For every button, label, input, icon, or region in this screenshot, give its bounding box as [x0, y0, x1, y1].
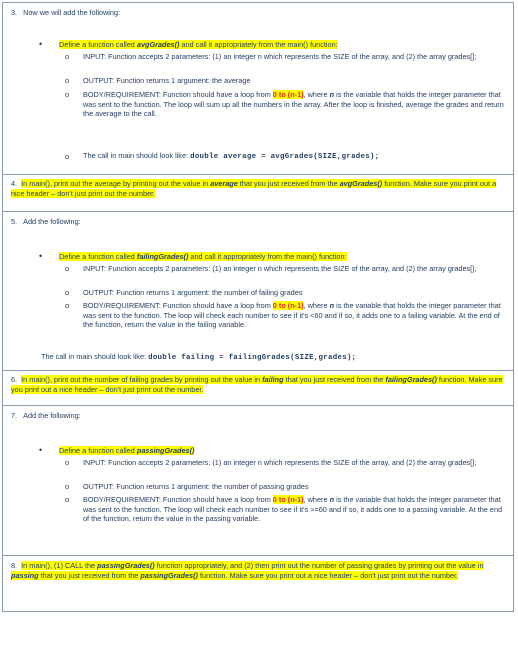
step-5-input: INPUT: Function accepts 2 parameters: (1) an integer n which represents the SIZE of the array, and (2) the array grades[]; — [83, 264, 477, 273]
step-3-body: BODY/REQUIREMENT: Function should have a loop from 0 to (n-1), where n is the variable that holds the integer parameter that was sent to the function. The loop will sum up all the numbers in the array. After the loop is finished, average the grades and return the average to the call. — [83, 90, 504, 119]
step-3-intro: 3. Now we will add the following: — [11, 8, 121, 17]
step-8-text: 8. In main(), (1) CALL the passingGrades() function appropriately, and (2) then print out the number of passing grades by printing out the value in passing that you just received from the passingGrades() function. Make sure you print out a nice header – don't just print out the number. — [11, 561, 484, 580]
step-5-define: Define a function called failingGrades() and call it appropriately from the main() function: — [59, 252, 347, 261]
sub-bullet-icon: o — [65, 52, 70, 61]
step-7-output: OUTPUT: Function returns 1 argument: the number of passing grades — [83, 482, 309, 491]
step-3-box — [2, 2, 514, 175]
sub-bullet-icon: o — [65, 76, 70, 85]
step-3-input: INPUT: Function accepts 2 parameters: (1) an integer n which represents the SIZE of the array, and (2) the array grades[]; — [83, 52, 477, 61]
code-snippet: double failing = failingGrades(SIZE,grades); — [148, 354, 357, 362]
step-7-body: BODY/REQUIREMENT: Function should have a loop from 0 to (n-1), where n is the variable that holds the integer parameter that was sent to the function. The loop will check each number to see if it's >=60 and if so, it adds one to a passing variable. At the end of the function, return the value in the passing variable. — [83, 495, 503, 524]
sub-bullet-icon: o — [65, 458, 70, 467]
sub-bullet-icon: o — [65, 90, 70, 99]
step-8-box — [2, 556, 514, 612]
sub-bullet-icon: o — [65, 301, 70, 310]
code-snippet: double average = avgGrades(SIZE,grades); — [190, 153, 380, 161]
step-6-box — [2, 371, 514, 406]
step-5-body: BODY/REQUIREMENT: Function should have a loop from 0 to (n-1), where n is the variable that holds the integer parameter that was sent to the function. The loop will check each number to see if it's <60 and if so, it adds one to a failing variable. At the end of the function, return the value in the failing variable. — [83, 301, 501, 330]
step-5-box — [2, 212, 514, 371]
step-4-text: 4. In main(), print out the average by printing out the value in average that you just received from the avgGrades() function. Make sure you print out a nice header – don't just print out the number. — [11, 179, 497, 198]
bullet-icon: • — [39, 39, 43, 49]
step-3-define: Define a function called avgGrades() and call it appropriately from the main() function: — [59, 40, 338, 49]
step-7-box — [2, 406, 514, 556]
step-4-box — [2, 175, 514, 212]
step-5-call: The call in main should look like: double failing = failingGrades(SIZE,grades); — [41, 352, 357, 362]
step-7-define: Define a function called passingGrades() — [59, 446, 195, 455]
step-7-intro: 7. Add the following: — [11, 411, 81, 420]
step-6-text: 6. In main(), print out the number of failing grades by printing out the value in failing that you just received from the failingGrades() function. Make sure you print out a nice header – don't just print out the number. — [11, 375, 503, 394]
sub-bullet-icon: o — [65, 495, 70, 504]
step-5-intro: 5. Add the following: — [11, 217, 81, 226]
sub-bullet-icon: o — [65, 288, 70, 297]
sub-bullet-icon: o — [65, 482, 70, 491]
sub-bullet-icon: o — [65, 264, 70, 273]
step-3-output: OUTPUT: Function returns 1 argument: the average — [83, 76, 251, 85]
step-3-call: The call in main should look like: double average = avgGrades(SIZE,grades); — [83, 151, 380, 161]
bullet-icon: • — [39, 251, 43, 261]
step-7-input: INPUT: Function accepts 2 parameters: (1) an integer n which represents the SIZE of the array, and (2) the array grades[]; — [83, 458, 477, 467]
sub-bullet-icon: o — [65, 152, 70, 161]
bullet-icon: • — [39, 445, 43, 455]
step-5-output: OUTPUT: Function returns 1 argument: the number of failing grades — [83, 288, 303, 297]
